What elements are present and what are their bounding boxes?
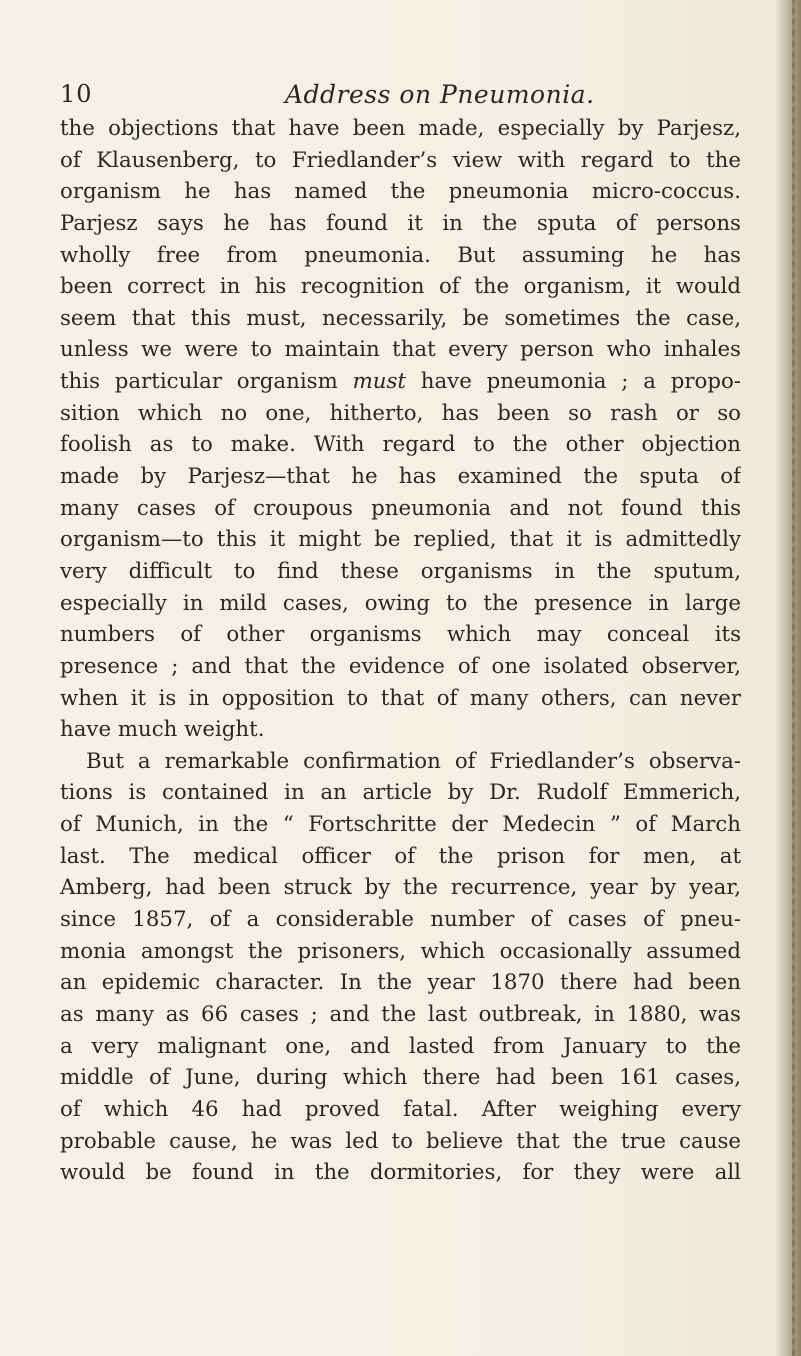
- text-line: monia amongst the prisoners, which occasionally assumed: [60, 938, 741, 964]
- text-line: wholly free from pneumonia. But assuming he has: [60, 242, 741, 268]
- text-line: probable cause, he was led to believe that the true cause: [60, 1128, 741, 1154]
- text-line: organism he has named the pneumonia micro-coccus.: [60, 179, 741, 205]
- text-line: very difficult to find these organisms in the sputum,: [60, 558, 741, 584]
- text-line: many cases of croupous pneumonia and not found this: [60, 495, 741, 521]
- text-line: as many as 66 cases ; and the last outbreak, in 1880, was: [60, 1001, 741, 1027]
- text-line: the objections that have been made, especially by Parjesz,: [60, 116, 741, 141]
- text-line: foolish as to make. With regard to the other objection: [60, 432, 741, 458]
- running-head-title: Address on Pneumonia.: [285, 80, 595, 109]
- text-line: of which 46 had proved fatal. After weighing every: [60, 1096, 741, 1122]
- emphasis-must: must: [352, 369, 406, 395]
- text-line: unless we were to maintain that every person who inhales: [60, 337, 741, 363]
- text-line-paragraph-end: have much weight.: [60, 717, 265, 743]
- text-line: would be found in the dormitories, for they were all: [60, 1160, 741, 1186]
- text-line-with-italic: this particular organism must have pneumonia ; a propo-: [60, 369, 741, 395]
- text-line: last. The medical officer of the prison for men, at: [60, 843, 741, 869]
- text-line: made by Parjesz—that he has examined the sputa of: [60, 464, 741, 490]
- text-line: Parjesz says he has found it in the sputa of persons: [60, 210, 741, 236]
- text-line: a very malignant one, and lasted from January to the: [60, 1033, 741, 1059]
- text-line: sition which no one, hitherto, has been so rash or so: [60, 400, 741, 426]
- page-edge-shadow: [775, 0, 801, 1356]
- text-line: since 1857, of a considerable number of cases of pneu-: [60, 907, 741, 933]
- text-line: organism—to this it might be replied, that it is admittedly: [60, 527, 741, 553]
- text-line: been correct in his recognition of the organism, it would: [60, 274, 741, 300]
- page-edge-texture: [792, 0, 795, 1356]
- text-line: an epidemic character. In the year 1870 there had been: [60, 970, 741, 996]
- text-line: tions is contained in an article by Dr. Rudolf Emmerich,: [60, 780, 741, 806]
- page-number: 10: [60, 80, 93, 108]
- text-line: presence ; and that the evidence of one isolated observer,: [60, 653, 741, 679]
- body-text: [60, 113, 741, 1189]
- running-head: [60, 80, 720, 116]
- text-line: especially in mild cases, owing to the presence in large: [60, 590, 741, 616]
- text-line: when it is in opposition to that of many others, can never: [60, 685, 741, 711]
- text-line: of Klausenberg, to Friedlander’s view with regard to the: [60, 147, 741, 173]
- text-line: numbers of other organisms which may conceal its: [60, 622, 741, 648]
- text-line-paragraph-start: But a remarkable confirmation of Friedlander’s observa-: [86, 748, 741, 774]
- text-line: seem that this must, necessarily, be sometimes the case,: [60, 305, 741, 331]
- text-line: of Munich, in the “ Fortschritte der Medecin ” of March: [60, 812, 741, 838]
- text-line: middle of June, during which there had been 161 cases,: [60, 1065, 741, 1091]
- text-line: Amberg, had been struck by the recurrence, year by year,: [60, 875, 741, 901]
